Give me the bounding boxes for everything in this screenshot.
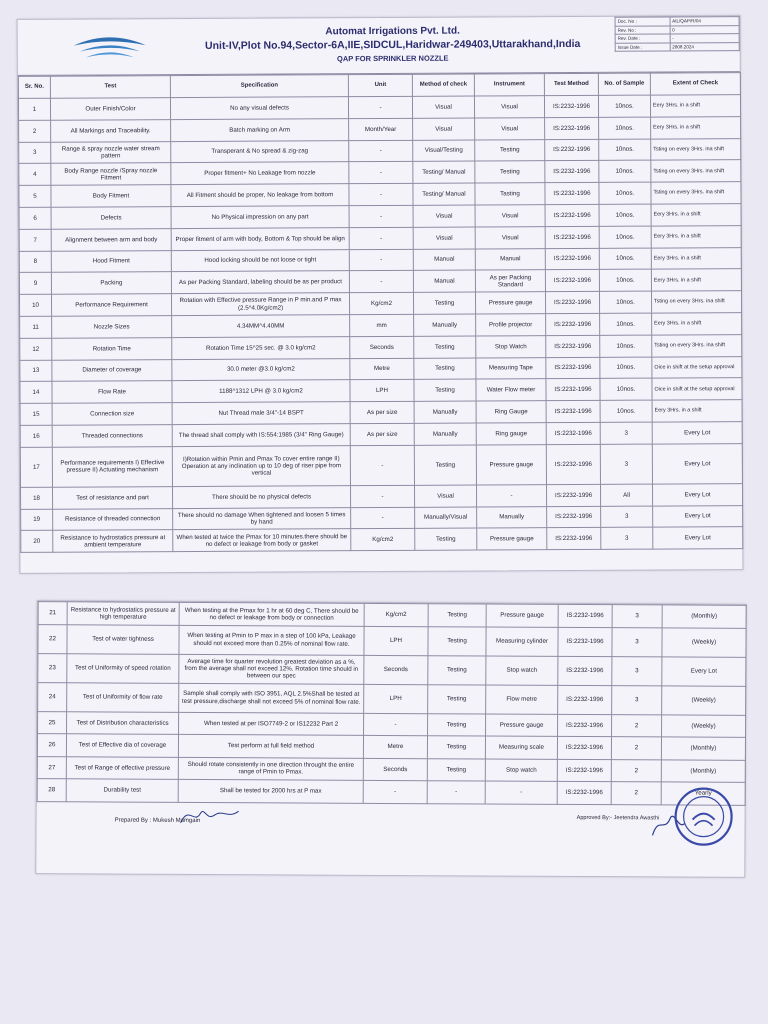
method-of-check-cell: Visual [413, 227, 475, 249]
method-of-check-cell: Testing [427, 758, 485, 781]
extent-of-check-cell: Eery 3Hrs. in a shift [651, 204, 741, 226]
preparer-signature-icon [177, 802, 257, 828]
extent-of-check-cell: Tsting on every 3Hrs. ina shift [651, 138, 741, 160]
test-method-cell: IS:2232-1996 [544, 95, 598, 117]
extent-of-check-cell: Every Lot [662, 656, 746, 685]
method-of-check-cell: Testing/ Manual [413, 183, 475, 205]
instrument-cell: Stop Watch [476, 335, 546, 357]
instrument-cell: - [476, 484, 546, 506]
doc-info-label: Doc. No : [615, 17, 670, 26]
method-of-check-cell: Visual/Testing [413, 140, 475, 162]
test-method-cell: IS:2232-1996 [558, 604, 612, 627]
instrument-cell: Ring gauge [476, 423, 546, 445]
column-header: Specification [170, 75, 348, 98]
specification-cell: All Fitment should be proper, No leakage from bottom [171, 184, 349, 207]
test-method-cell: IS:2232-1996 [545, 204, 599, 226]
sr-no-cell: 27 [37, 756, 66, 779]
prepared-by: Prepared By : Mukesh Mamgain [114, 817, 201, 824]
test-cell: All Markings and Traceability. [51, 119, 171, 141]
unit-cell: Kg/cm2 [349, 292, 413, 314]
sample-count-cell: 2 [611, 759, 661, 782]
test-cell: Alignment between arm and body [51, 228, 171, 250]
test-method-cell: IS:2232-1996 [546, 357, 600, 379]
instrument-cell: Measuring Tape [476, 357, 546, 379]
test-method-cell: IS:2232-1996 [546, 401, 600, 423]
extent-of-check-cell: Every Lot [653, 505, 743, 527]
specification-cell: When tested at twice the Pmax for 10 minutes.there should be no defect or leakage from body or gasket [173, 529, 351, 552]
method-of-check-cell: Manually/Visual [415, 507, 477, 529]
sr-no-cell: 19 [21, 509, 53, 531]
sr-no-cell: 14 [20, 382, 52, 404]
document-subtitle: QAP FOR SPRINKLER NOZZLE [336, 53, 449, 64]
instrument-cell: Ring Gauge [476, 401, 546, 423]
test-cell: Body Range nozzle /Spray nozzle Fitment [51, 163, 171, 185]
extent-of-check-cell: (Weekly) [662, 685, 746, 714]
method-of-check-cell: Testing/ Manual [413, 161, 475, 183]
specification-cell: No any visual defects [170, 97, 348, 120]
sample-count-cell: 10nos. [599, 117, 651, 139]
extent-of-check-cell: Every Lot [652, 483, 742, 505]
specification-cell: Hood locking should be not loose or tight [171, 249, 349, 272]
extent-of-check-cell: (Monthly) [661, 737, 745, 760]
method-of-check-cell: Testing [414, 358, 476, 380]
specification-cell: Batch marking on Arm [171, 118, 349, 141]
specification-cell: When testing at Pmin to P max in a step of 100 kPa, Leakage should not exceed more than 0.25% of nominal flow rate. [179, 625, 364, 655]
extent-of-check-cell: (Weekly) [662, 714, 746, 737]
instrument-cell: Water Flow meter [476, 379, 546, 401]
extent-of-check-cell: Eery 3Hrs. in a shift [651, 247, 741, 269]
method-of-check-cell: Testing [428, 626, 486, 655]
sample-count-cell: 10nos. [599, 291, 651, 313]
test-method-cell: IS:2232-1996 [545, 183, 599, 205]
test-method-cell: IS:2232-1996 [546, 313, 600, 335]
qap-page-1 [17, 15, 744, 574]
column-header: Test [50, 76, 170, 99]
method-of-check-cell: Visual [413, 118, 475, 140]
instrument-cell: Manual [475, 248, 545, 270]
column-header: Extent of Check [650, 73, 740, 95]
instrument-cell: Pressure gauge [477, 528, 547, 550]
unit-cell: Month/Year [349, 118, 413, 140]
sr-no-cell: 1 [18, 98, 50, 120]
table-row [38, 653, 746, 686]
extent-of-check-cell: Eery 3Hrs. in a shift [651, 116, 741, 138]
method-of-check-cell: Visual [413, 205, 475, 227]
test-method-cell: IS:2232-1996 [545, 270, 599, 292]
test-cell: Flow Rate [52, 381, 172, 403]
doc-info-value: - [670, 34, 739, 43]
sample-count-cell: 3 [612, 627, 662, 656]
sr-no-cell: 26 [37, 734, 66, 757]
test-cell: Test of Effective dia of coverage [66, 734, 178, 757]
test-cell: Connection size [52, 403, 172, 425]
extent-of-check-cell: Tsting on every 3Hrs. ina shift [651, 160, 741, 182]
unit-cell: - [363, 780, 427, 803]
sample-count-cell: 10nos. [600, 313, 652, 335]
sample-count-cell: 3 [600, 444, 652, 484]
sample-count-cell: All [600, 484, 652, 506]
company-name: Automat Irrigations Pvt. Ltd. [325, 25, 460, 38]
specification-cell: Rotation Time 15^25 sec. @ 3.0 kg/cm2 [172, 336, 350, 359]
method-of-check-cell: Manual [413, 249, 475, 271]
instrument-cell: Pressure gauge [475, 292, 545, 314]
doc-info-value: AIL/QAP/R/04 [670, 17, 739, 26]
sr-no-cell: 28 [37, 779, 66, 802]
specification-cell: There should no damage When tightened and loosen 5 times by hand [173, 507, 351, 530]
sample-count-cell: 2 [611, 782, 661, 805]
unit-cell: Seconds [364, 655, 428, 684]
column-header: Unit [348, 74, 412, 96]
sr-no-cell: 13 [20, 360, 52, 382]
instrument-cell: Profile projector [476, 314, 546, 336]
column-header: Method of check [412, 74, 474, 96]
instrument-cell: Testing [475, 161, 545, 183]
specification-cell: The thread shall comply with IS:554:1985 (3/4" Ring Gauge) [172, 424, 350, 447]
extent-of-check-cell: Tsting on every 3Hrs. ina shift [652, 334, 742, 356]
sample-count-cell: 3 [612, 685, 662, 714]
sample-count-cell: 3 [612, 656, 662, 685]
method-of-check-cell: Manual [413, 270, 475, 292]
extent-of-check-cell: Eery 3Hrs. in a shift [652, 400, 742, 422]
instrument-cell: As per Packing Standard [475, 270, 545, 292]
table-row [37, 779, 745, 805]
specification-cell: When testing at the Pmax for 1 hr at 60 deg C, There should be no defect or leakage from body or connection [179, 602, 364, 625]
test-cell: Resistance to hydrostatics pressure at ambient temperature [53, 530, 173, 552]
sr-no-cell: 2 [19, 120, 51, 142]
test-method-cell: IS:2232-1996 [546, 484, 600, 506]
instrument-cell: - [485, 781, 557, 804]
sample-count-cell: 10nos. [598, 95, 650, 117]
method-of-check-cell: Visual [412, 96, 474, 118]
column-header: No. of Sample [598, 73, 650, 95]
sample-count-cell: 3 [601, 527, 653, 549]
method-of-check-cell: Testing [415, 528, 477, 550]
test-cell: Test of Uniformity of speed rotation [67, 653, 179, 683]
test-cell: Outer Finish/Color [50, 98, 170, 120]
test-cell: Threaded connections [52, 425, 172, 447]
unit-cell: Metre [363, 735, 427, 758]
unit-cell: - [350, 485, 414, 507]
extent-of-check-cell: Eery 3Hrs. in a shift [651, 225, 741, 247]
method-of-check-cell: Testing [414, 445, 476, 485]
unit-cell: Kg/cm2 [351, 529, 415, 551]
company-seal-icon [672, 785, 734, 847]
sr-no-cell: 3 [19, 142, 51, 164]
test-cell: Defects [51, 207, 171, 229]
method-of-check-cell: Manually [414, 401, 476, 423]
sr-no-cell: 22 [38, 624, 67, 653]
extent-of-check-cell: (Weekly) [662, 627, 746, 656]
test-cell: Test of Uniformity of flow rate [67, 682, 179, 712]
qap-table-1 [18, 72, 743, 553]
test-cell: Test of water tightness [67, 624, 179, 654]
specification-cell: There should be no physical defects [173, 485, 351, 508]
specification-cell: I)Rotation within Pmin and Pmax To cover entire range II) Operation at any inclination up to 10 deg of riser pipe from vertical [172, 445, 350, 486]
method-of-check-cell: Testing [414, 336, 476, 358]
sr-no-cell: 8 [19, 251, 51, 273]
instrument-cell: Flow metre [486, 684, 558, 713]
extent-of-check-cell: Every Lot [652, 422, 742, 444]
unit-cell: Kg/cm2 [364, 603, 428, 626]
test-method-cell: IS:2232-1996 [546, 422, 600, 444]
test-cell: Test of Range of effective pressure [66, 756, 178, 779]
unit-cell: - [348, 96, 412, 118]
sample-count-cell: 3 [600, 422, 652, 444]
instrument-cell: Measuring scale [485, 736, 557, 759]
test-method-cell: IS:2232-1996 [545, 161, 599, 183]
sr-no-cell: 11 [20, 316, 52, 338]
sr-no-cell: 12 [20, 338, 52, 360]
unit-cell: - [349, 205, 413, 227]
doc-info-value: 0 [670, 25, 739, 34]
instrument-cell: Visual [475, 117, 545, 139]
test-method-cell: IS:2232-1996 [547, 528, 601, 550]
sr-no-cell: 6 [19, 207, 51, 229]
sample-count-cell: 10nos. [599, 160, 651, 182]
unit-cell: - [349, 184, 413, 206]
extent-of-check-cell: (Monthly) [661, 759, 745, 782]
doc-info-value: 2808.2024 [670, 42, 739, 51]
sr-no-cell: 4 [19, 164, 51, 186]
unit-cell: mm [350, 314, 414, 336]
method-of-check-cell: Testing [414, 379, 476, 401]
test-method-cell: IS:2232-1996 [545, 226, 599, 248]
column-header: Instrument [474, 74, 544, 96]
test-cell: Range & spray nozzle water stream pattern [51, 141, 171, 163]
unit-cell: Seconds [363, 758, 427, 781]
method-of-check-cell: Manually [414, 423, 476, 445]
extent-of-check-cell: Oice in shift at the setup approval [652, 378, 742, 400]
sample-count-cell: 10nos. [599, 248, 651, 270]
signature-footer [36, 802, 744, 846]
specification-cell: No Physical impression on any part [171, 206, 349, 229]
test-cell: Resistance of threaded connection [53, 508, 173, 530]
instrument-cell: Pressure gauge [486, 604, 558, 627]
sr-no-cell: 18 [21, 487, 53, 509]
unit-cell: - [364, 713, 428, 736]
extent-of-check-cell: (Monthly) [662, 605, 746, 628]
sr-no-cell: 21 [38, 602, 67, 625]
test-cell: Test of resistance and part [53, 486, 173, 508]
sample-count-cell: 10nos. [599, 204, 651, 226]
test-method-cell: IS:2232-1996 [545, 292, 599, 314]
unit-cell: Metre [350, 358, 414, 380]
sr-no-cell: 17 [20, 447, 52, 487]
unit-cell: - [349, 140, 413, 162]
specification-cell: Sample shall comply with ISO 3951, AQL 2.5%Shall be tested at test pressure,discharge shall not exceed 5% of nominal flow rate. [179, 683, 364, 713]
extent-of-check-cell: Tsting on every 3Hrs. ina shift [651, 182, 741, 204]
unit-cell: LPH [364, 684, 428, 713]
method-of-check-cell: Testing [428, 604, 486, 627]
instrument-cell: Measuring cylinder [486, 626, 558, 655]
qap-page-2 [35, 600, 746, 878]
unit-cell: LPH [350, 380, 414, 402]
test-method-cell: IS:2232-1996 [546, 335, 600, 357]
doc-info-row [615, 42, 739, 51]
test-cell: Nozzle Sizes [52, 316, 172, 338]
method-of-check-cell: Visual [414, 485, 476, 507]
unit-cell: - [351, 507, 415, 529]
extent-of-check-cell: Eery 3Hrs. in a shift [651, 269, 741, 291]
test-cell: Performance Requirement [51, 294, 171, 316]
test-cell: Diameter of coverage [52, 359, 172, 381]
sr-no-cell: 7 [19, 229, 51, 251]
test-method-cell: IS:2232-1996 [557, 759, 611, 782]
test-method-cell: IS:2232-1996 [558, 656, 612, 685]
unit-cell: As per size [350, 423, 414, 445]
document-header [18, 16, 740, 76]
specification-cell: As per Packing Standard, labeling should be as per product [171, 271, 349, 294]
instrument-cell: Tasting [475, 183, 545, 205]
extent-of-check-cell: Oice in shift at the setup approval [652, 356, 742, 378]
sr-no-cell: 5 [19, 185, 51, 207]
instrument-cell: Visual [475, 205, 545, 227]
specification-cell: Shall be tested for 2000 hrs at P max [178, 779, 363, 802]
unit-cell: As per size [350, 401, 414, 423]
sample-count-cell: 3 [612, 605, 662, 628]
instrument-cell: Pressure gauge [486, 713, 558, 736]
method-of-check-cell: Manually [414, 314, 476, 336]
method-of-check-cell: Testing [413, 292, 475, 314]
sample-count-cell: 10nos. [599, 269, 651, 291]
unit-cell: - [349, 227, 413, 249]
instrument-cell: Testing [475, 139, 545, 161]
method-of-check-cell: - [427, 781, 485, 804]
sr-no-cell: 9 [19, 273, 51, 295]
test-cell: Test of Distribution characteristics [67, 711, 179, 734]
extent-of-check-cell: Eery 3Hrs. in a shift [650, 95, 740, 117]
instrument-cell: Visual [474, 96, 544, 118]
specification-cell: Transperant & No spread & zig-zag [171, 140, 349, 163]
test-cell: Durability test [66, 779, 178, 802]
company-logo-icon [70, 31, 150, 61]
extent-of-check-cell: Every Lot [653, 527, 743, 549]
sample-count-cell: 3 [601, 506, 653, 528]
sample-count-cell: 10nos. [600, 335, 652, 357]
test-method-cell: IS:2232-1996 [545, 139, 599, 161]
test-method-cell: IS:2232-1996 [545, 117, 599, 139]
sr-no-cell: 20 [21, 531, 53, 553]
company-address: Unit-IV,Plot No.94,Sector-6A,IIE,SIDCUL,Haridwar-249403,Uttarakhand,India [204, 37, 581, 52]
column-header: Sr. No. [18, 76, 50, 98]
test-method-cell: IS:2232-1996 [557, 781, 611, 804]
method-of-check-cell: Testing [428, 655, 486, 684]
column-header: Test Method [544, 73, 598, 95]
method-of-check-cell: Testing [428, 684, 486, 713]
instrument-cell: Pressure gauge [476, 444, 546, 484]
sr-no-cell: 16 [20, 425, 52, 447]
unit-cell: - [349, 249, 413, 271]
specification-cell: Should rotate consistently in one direction throught the entire range of Pmin to Pmax. [178, 757, 363, 780]
instrument-cell: Visual [475, 226, 545, 248]
unit-cell: - [350, 445, 414, 485]
sample-count-cell: 2 [611, 737, 661, 760]
instrument-cell: Stop watch [486, 655, 558, 684]
sample-count-cell: 10nos. [599, 226, 651, 248]
test-cell: Performance requirements I) Effective pressure II) Actuating mechanism [52, 446, 172, 487]
specification-cell: Test perform at full field method [178, 734, 363, 757]
sample-count-cell: 10nos. [599, 182, 651, 204]
test-method-cell: IS:2232-1996 [558, 685, 612, 714]
test-cell: Body Fitment [51, 185, 171, 207]
specification-cell: Nut Thread male 3/4"-14 BSPT [172, 402, 350, 425]
sr-no-cell: 25 [38, 711, 67, 734]
doc-info-label: Rev. Date : [615, 34, 670, 43]
specification-cell: Proper fitment+ No Leakage from nozzle [171, 162, 349, 185]
sample-count-cell: 10nos. [599, 139, 651, 161]
test-cell: Hood Fitment [51, 250, 171, 272]
unit-cell: LPH [364, 626, 428, 655]
table-row [38, 682, 746, 715]
unit-cell: - [349, 271, 413, 293]
qap-table-2 [37, 601, 747, 805]
extent-of-check-cell: Tsting on every 3Hrs. ina shift [651, 291, 741, 313]
specification-cell: 4.34MM^4.40MM [172, 315, 350, 338]
test-method-cell: IS:2232-1996 [547, 506, 601, 528]
sample-count-cell: 10nos. [600, 400, 652, 422]
test-method-cell: IS:2232-1996 [546, 379, 600, 401]
doc-info-box [615, 16, 740, 52]
table-row [20, 443, 742, 487]
sample-count-cell: 2 [612, 714, 662, 737]
table-row [38, 624, 746, 657]
unit-cell: - [349, 162, 413, 184]
sr-no-cell: 15 [20, 403, 52, 425]
test-method-cell: IS:2232-1996 [558, 627, 612, 656]
test-cell: Rotation Time [52, 337, 172, 359]
test-method-cell: IS:2232-1996 [558, 714, 612, 737]
extent-of-check-cell: Every Lot [652, 443, 742, 483]
instrument-cell: Manually [477, 506, 547, 528]
test-cell: Resistance to hydrostatics pressure at high temperature [67, 602, 179, 625]
specification-cell: Rotation with Effective pressure Range in P min.and P max (2.5^4.0Kg/cm2) [171, 293, 349, 316]
sr-no-cell: 23 [38, 653, 67, 682]
method-of-check-cell: Testing [428, 713, 486, 736]
test-method-cell: IS:2232-1996 [545, 248, 599, 270]
sr-no-cell: 24 [38, 682, 67, 711]
table-row [21, 527, 743, 553]
method-of-check-cell: Testing [427, 736, 485, 759]
test-method-cell: IS:2232-1996 [557, 736, 611, 759]
test-cell: Packing [51, 272, 171, 294]
specification-cell: Proper fitment of arm with body, Bottom & Top should be align [171, 227, 349, 250]
sample-count-cell: 10nos. [600, 357, 652, 379]
doc-info-label: Rev. No : [615, 26, 670, 35]
test-method-cell: IS:2232-1996 [546, 444, 600, 484]
unit-cell: Seconds [350, 336, 414, 358]
specification-cell: 1188^1312 LPH @ 3.0 kg/cm2 [172, 380, 350, 403]
doc-info-label: Issue Date : [615, 43, 670, 52]
approved-by: Approved By:- Jeetendra Awasthi [576, 814, 660, 821]
specification-cell: When tested at per ISO7749-2 or IS12232 Part 2 [179, 712, 364, 735]
sr-no-cell: 10 [19, 294, 51, 316]
extent-of-check-cell: Eery 3Hrs. in a shift [652, 313, 742, 335]
specification-cell: 30.0 meter @3.0 kg/cm2 [172, 358, 350, 381]
instrument-cell: Stop watch [485, 758, 557, 781]
sample-count-cell: 10nos. [600, 378, 652, 400]
specification-cell: Average time for quarter revolution greatest deviation as a %, from the average shall not exceed 12%. Rotation time should in between our spec [179, 654, 364, 684]
extent-of-check-cell: Yearly [661, 782, 745, 805]
